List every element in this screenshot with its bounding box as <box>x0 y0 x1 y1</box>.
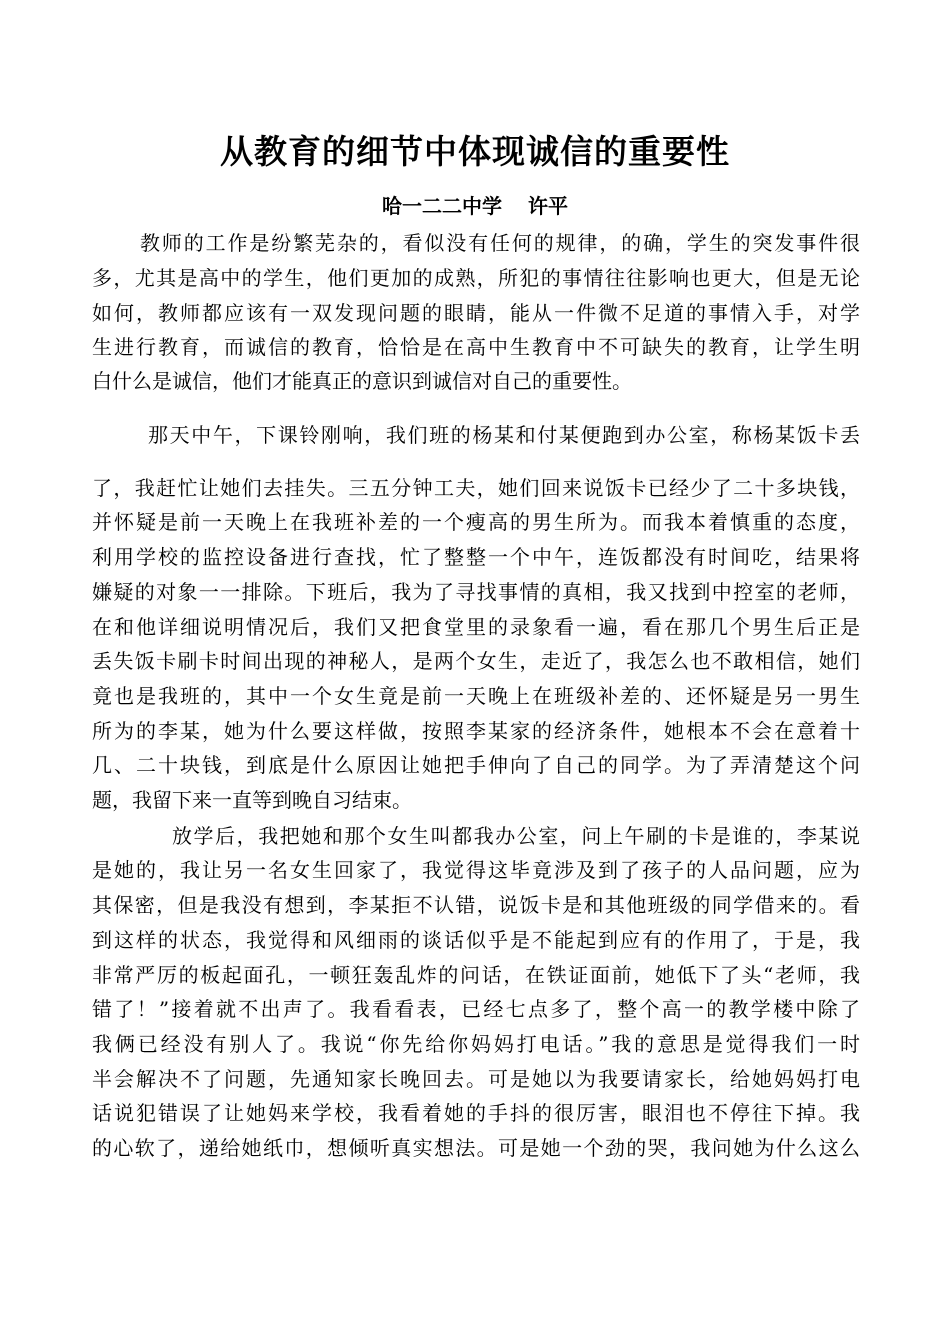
body-line: 竟也是我班的，其中一个女生竟是前一天晚上在班级补差的、还怀疑是另一男生 <box>92 684 860 708</box>
body-line: 丢失饭卡刷卡时间出现的神秘人，是两个女生，走近了，我怎么也不敢相信，她们 <box>92 649 860 673</box>
body-line: 所为的李某，她为什么要这样做，按照李某家的经济条件，她根本不会在意着十 <box>92 719 860 743</box>
body-line: 生进行教育，而诚信的教育，恰恰是在高中生教育中不可缺失的教育，让学生明 <box>92 335 860 359</box>
body-line: 了，我赶忙让她们去挂失。三五分钟工夫，她们回来说饭卡已经少了二十多块钱， <box>92 476 860 500</box>
body-line: 并怀疑是前一天晚上在我班补差的一个瘦高的男生所为。而我本着慎重的态度， <box>92 510 860 534</box>
body-line: 其保密，但是我没有想到，李某拒不认错，说饭卡是和其他班级的同学借来的。看 <box>92 893 860 917</box>
body-line: 白什么是诚信，他们才能真正的意识到诚信对自己的重要性。 <box>92 369 632 393</box>
document-title: 从教育的细节中体现诚信的重要性 <box>220 132 730 171</box>
body-line: 题，我留下来一直等到晚自习结束。 <box>92 788 412 812</box>
body-line: 那天中午，下课铃刚响，我们班的杨某和付某便跑到办公室，称杨某饭卡丢 <box>148 423 860 447</box>
body-line: 是她的，我让另一名女生回家了，我觉得这毕竟涉及到了孩子的人品问题，应为 <box>92 858 860 882</box>
author-name: 许平 <box>528 194 568 218</box>
body-line: 的心软了，递给她纸巾，想倾听真实想法。可是她一个劲的哭，我问她为什么这么 <box>92 1136 860 1160</box>
body-line: 话说犯错误了让她妈来学校，我看着她的手抖的很厉害，眼泪也不停往下掉。我 <box>92 1101 860 1125</box>
body-line: 几、二十块钱，到底是什么原因让她把手伸向了自己的同学。为了弄清楚这个问 <box>92 753 860 777</box>
body-line: 放学后，我把她和那个女生叫都我办公室，问上午刷的卡是谁的，李某说 <box>172 824 860 848</box>
body-line: 半会解决不了问题，先通知家长晚回去。可是她以为我要请家长，给她妈妈打电 <box>92 1067 860 1091</box>
body-line: 利用学校的监控设备进行查找，忙了整整一个中午，连饭都没有时间吃，结果将 <box>92 545 860 569</box>
author-school: 哈一二二中学 <box>382 194 502 218</box>
author-line <box>0 190 950 219</box>
body-line: 到这样的状态，我觉得和风细雨的谈话似乎是不能起到应有的作用了，于是，我 <box>92 928 860 952</box>
body-line: 教师的工作是纷繁芜杂的，看似没有任何的规律，的确，学生的突发事件很 <box>140 231 860 255</box>
body-line: 如何，教师都应该有一双发现问题的眼睛，能从一件微不足道的事情入手，对学 <box>92 301 860 325</box>
body-line: 嫌疑的对象一一排除。下班后，我为了寻找事情的真相，我又找到中控室的老师， <box>92 580 860 604</box>
body-line: 多，尤其是高中的学生，他们更加的成熟，所犯的事情往往影响也更大，但是无论 <box>92 266 860 290</box>
body-line: 我俩已经没有别人了。我说“你先给你妈妈打电话。”我的意思是觉得我们一时 <box>92 1032 860 1056</box>
body-line: 错了！”接着就不出声了。我看看表，已经七点多了，整个高一的教学楼中除了 <box>92 997 860 1021</box>
body-line: 非常严厉的板起面孔，一顿狂轰乱炸的问话，在铁证面前，她低下了头“老师，我 <box>92 963 860 987</box>
body-line: 在和他详细说明情况后，我们又把食堂里的录象看一遍，看在那几个男生后正是 <box>92 615 860 639</box>
